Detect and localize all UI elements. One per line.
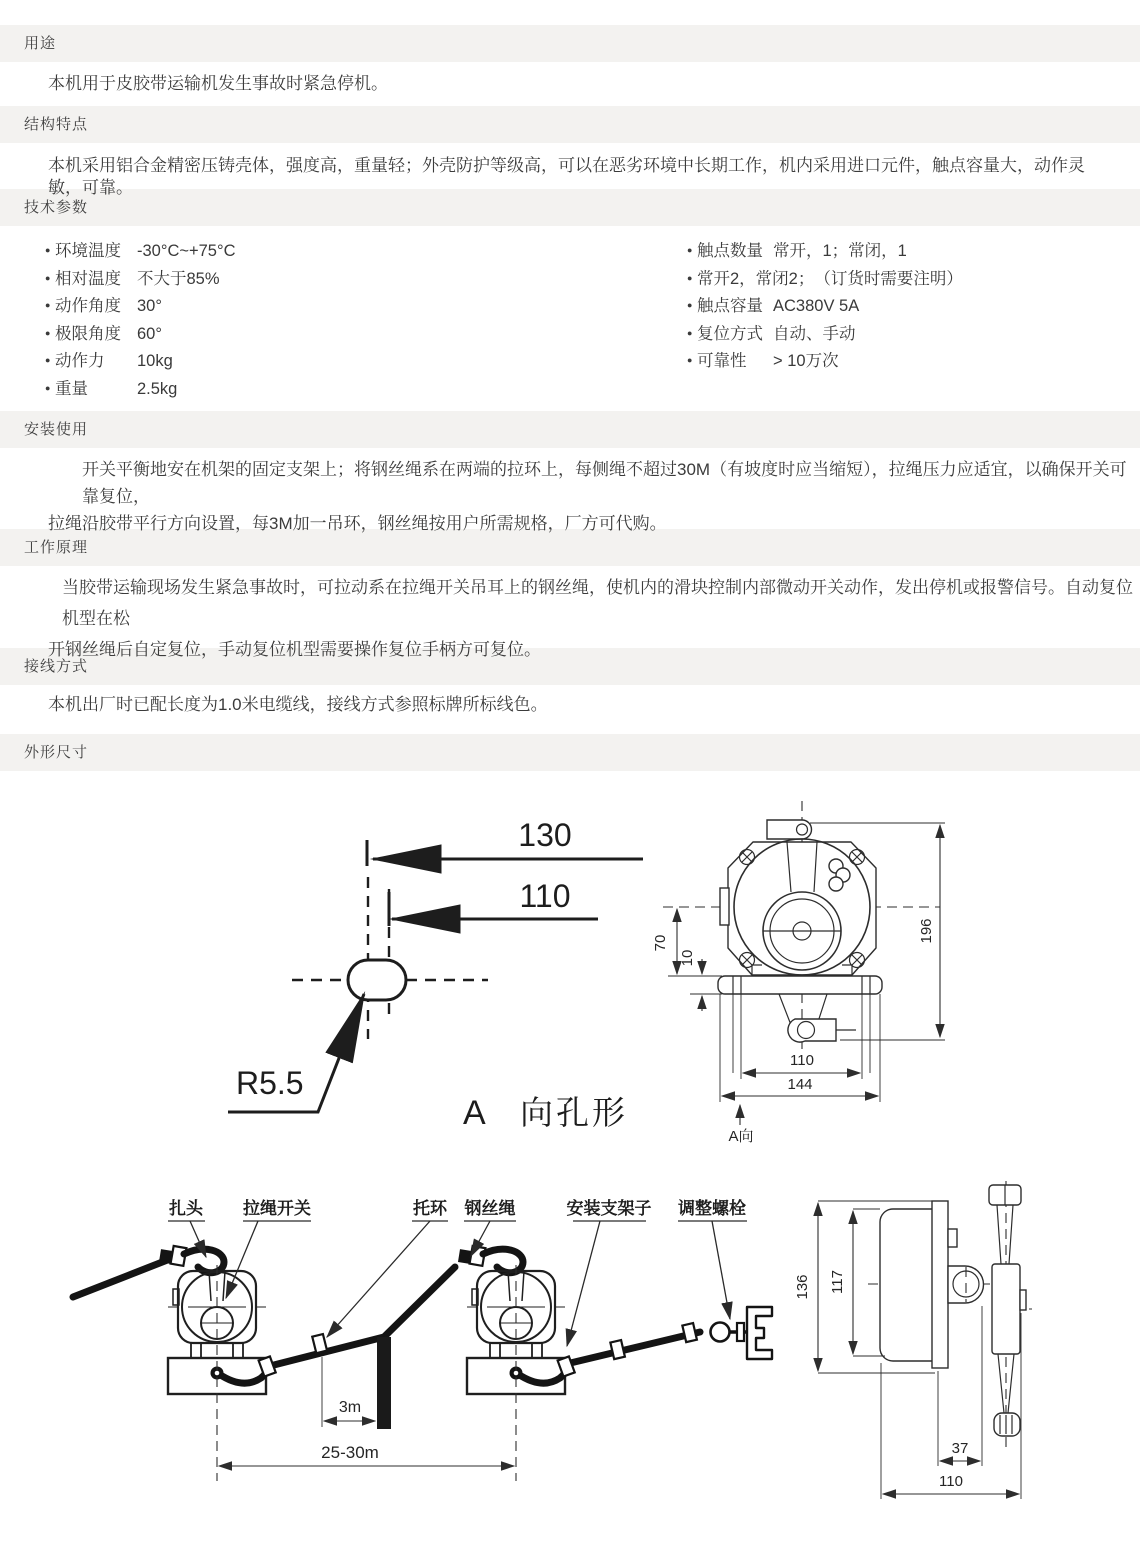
top-spacer (0, 0, 1140, 25)
param-label: 重量 (55, 379, 88, 398)
section-bar-structure (0, 106, 1140, 143)
switch-front-view (652, 801, 945, 1145)
hole-detail-view (228, 817, 643, 1132)
dimension-70: 70 (652, 934, 669, 952)
outline-dimension-drawing (0, 771, 1140, 1553)
dimension-196: 196 (918, 918, 935, 944)
belt-edge-bar (377, 1337, 391, 1429)
param-value: > 10万次 (773, 352, 839, 370)
purpose-paragraph: 本机用于皮胶带运输机发生事故时紧急停机。 (48, 74, 388, 93)
part-label-wire-rope: 钢丝绳 (464, 1199, 516, 1218)
param-value: 常开，1；常闭，1 (773, 242, 907, 260)
tech-param-row (0, 321, 642, 349)
dimension-span: 25-30m (321, 1443, 379, 1462)
principle-paragraph (0, 566, 1140, 659)
section-title-purpose: 用途 (24, 35, 57, 52)
part-label-pull-switch: 拉绳开关 (243, 1199, 311, 1218)
bullet-icon: ● (687, 245, 693, 255)
tech-param-row (0, 293, 642, 321)
tech-param-row (642, 293, 1140, 321)
bullet-icon: ● (687, 327, 693, 338)
param-label: 环境温度 (55, 242, 121, 260)
section-bar-install (0, 411, 1140, 448)
tech-param-row (642, 348, 1140, 376)
section-title-wiring: 接线方式 (24, 658, 89, 675)
section-bar-tech (0, 189, 1140, 226)
section-bar-outline (0, 734, 1140, 771)
param-value: （订货时需要注明） (814, 269, 963, 288)
support-ring (312, 1334, 327, 1353)
param-label: 极限角度 (55, 324, 121, 343)
tech-param-row (642, 266, 1140, 294)
view-caption-text: 向孔形 (520, 1094, 628, 1131)
param-value: 不大于85% (137, 269, 220, 288)
dimension-110: 110 (519, 878, 571, 914)
tech-param-row (0, 376, 642, 404)
part-label-mount-bracket: 安装支架子 (566, 1199, 652, 1218)
param-value: 30° (137, 297, 162, 315)
section-title-structure: 结构特点 (24, 116, 89, 133)
install-line-2: 拉绳沿胶带平行方向设置，每3M加一吊环，钢丝绳按用户所需规格，厂方可代购。 (48, 514, 667, 533)
dimension-3m: 3m (338, 1399, 362, 1416)
view-caption-letter: A (463, 1094, 486, 1132)
section-title-install: 安装使用 (24, 421, 89, 438)
adjust-bolt-and-bracket (711, 1307, 773, 1359)
dimension-136: 136 (794, 1274, 811, 1300)
param-label: 动作角度 (55, 297, 121, 315)
dimension-130: 130 (518, 817, 572, 853)
bullet-icon: ● (45, 245, 51, 255)
structure-paragraph: 本机采用铝合金精密压铸壳体，强度高，重量轻；外壳防护等级高，可以在恶劣环境中长期工作，机内采用进口元件，触点容量大，动作灵敏，可靠。 (48, 156, 1085, 197)
param-value: 60° (137, 324, 162, 343)
param-value: 2.5kg (137, 379, 178, 398)
param-value: AC380V 5A (773, 297, 860, 315)
tech-param-row (0, 266, 642, 294)
bullet-icon: ● (687, 300, 693, 310)
install-paragraph (0, 448, 1140, 533)
param-label: 触点数量 (697, 242, 763, 260)
section-title-tech: 技术参数 (24, 199, 89, 216)
param-label: 可靠性 (697, 352, 747, 370)
section-bar-purpose (0, 25, 1140, 62)
switch-side-view (794, 1181, 1032, 1499)
param-label: 复位方式 (697, 324, 763, 343)
wiring-paragraph: 本机出厂时已配长度为1.0米电缆线，接线方式参照标牌所标线色。 (48, 695, 548, 714)
tech-params-right-column (642, 238, 1140, 376)
param-value: 自动、手动 (773, 324, 856, 343)
dimension-37: 37 (951, 1440, 969, 1457)
tech-params (0, 226, 1140, 411)
principle-line-2: 开钢丝绳后自定复位，手动复位机型需要操作复位手柄方可复位。 (48, 640, 541, 659)
tech-param-row (0, 238, 642, 266)
tech-params-left-column (0, 238, 642, 403)
param-label: 触点容量 (697, 297, 763, 315)
support-ring (682, 1323, 697, 1342)
dimension-117: 117 (829, 1270, 846, 1294)
radius-label: R5.5 (236, 1065, 304, 1101)
dimension-144: 144 (787, 1076, 813, 1093)
param-label: 相对温度 (55, 269, 121, 288)
dimension-110-side: 110 (939, 1473, 963, 1490)
part-label-clamp: 扎头 (169, 1199, 203, 1218)
bullet-icon: ● (45, 327, 51, 338)
bullet-icon: ● (687, 355, 693, 365)
dimension-10: 10 (679, 949, 696, 967)
param-value: -30°C~+75°C (137, 242, 236, 260)
support-ring (610, 1340, 625, 1359)
section-title-outline: 外形尺寸 (24, 744, 89, 761)
principle-line-1: 当胶带运输现场发生紧急事故时，可拉动系在拉绳开关吊耳上的钢丝绳，使机内的滑块控制内部微动开关动作，发出停机或报警信号。自动复位机型在松 (62, 578, 1133, 628)
installation-diagram (73, 1198, 772, 1481)
bullet-icon: ● (45, 355, 51, 365)
bullet-icon: ● (45, 382, 51, 393)
view-direction-label: A向 (728, 1128, 754, 1145)
dimension-110-front: 110 (790, 1052, 814, 1069)
tech-param-row (0, 348, 642, 376)
param-label: 动作力 (55, 352, 105, 370)
section-title-principle: 工作原理 (24, 539, 89, 556)
param-label: 常开2，常闭2； (697, 269, 815, 288)
install-line-1: 开关平衡地安在机架的固定支架上；将钢丝绳系在两端的拉环上，每侧绳不超过30M（有坡度时应当缩短），拉绳压力应适宜，以确保开关可靠复位， (82, 460, 1127, 506)
tech-param-row (642, 321, 1140, 349)
bullet-icon: ● (45, 300, 51, 310)
tech-param-row (642, 238, 1140, 266)
param-value: 10kg (137, 352, 173, 370)
part-label-support-ring: 托环 (413, 1199, 447, 1218)
part-label-adjust-bolt: 调整螺栓 (678, 1199, 746, 1218)
bullet-icon: ● (45, 272, 51, 283)
bullet-icon: ● (687, 272, 693, 283)
